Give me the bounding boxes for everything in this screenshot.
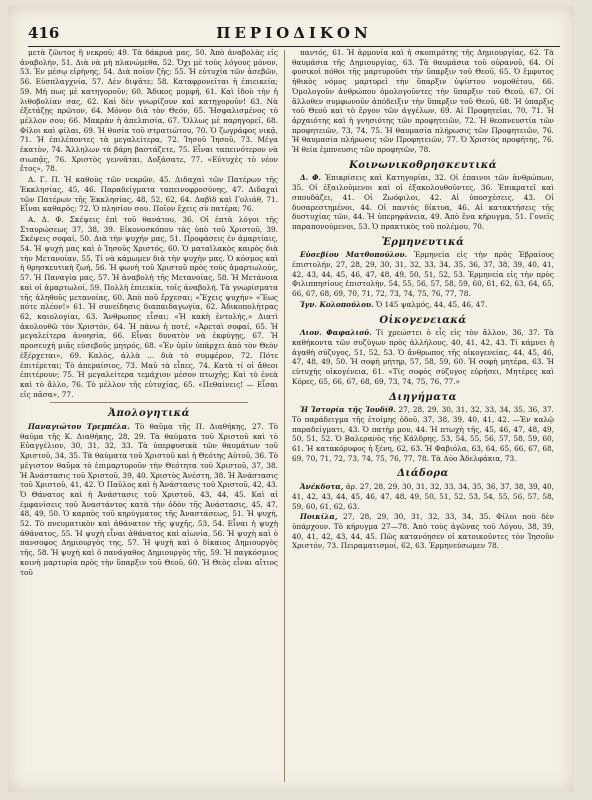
- entry-text: ἀρ. 27, 28, 29, 30, 31, 32, 33, 34, 35, 36, 37, 38, 39, 40, 41, 42, 43, 44, 45, 46, 47, 48, 49, 50, 51, 52, 53, 54, 55, 56, 57, 58, 59, 60, 61, 62, 63.: [292, 482, 554, 511]
- author-name: Δ. Φ.: [300, 173, 322, 183]
- section-heading-family: Οἰκογενειακά: [379, 314, 467, 326]
- section-heading-miscellany: Διάδορα: [397, 468, 449, 480]
- section-heading-hermeneutics: Ἑρμηνευτικά: [381, 236, 465, 248]
- section-rule: [50, 402, 248, 403]
- left-column: [20, 48, 278, 786]
- right-column: [292, 48, 554, 786]
- entry-text: Ὁ 145 ψαλμός, 44, 45, 46, 47.: [375, 299, 488, 309]
- entry-text: Τὸ θαῦμα τῆς Π. Διαθήκης, 27. Τὸ θαῦμα τῆς Κ. Διαθήκης, 28, 29. Τὰ θαύματα τοῦ Χριστοῦ καὶ τὸ Εὐαγγέλιον, 30, 31, 32, 33. Τὰ ὑπερφυσικὰ τῶν θαυμάτων τοῦ Χριστοῦ, 34, 35. Τὰ θαύματα τοῦ Χριστοῦ καὶ ἡ Θεότης Αὐτοῦ, 36. Τὸ μέγιστον θαῦμα τὸ ἐπιμαρτυροῦν τὴν Θεότητα τοῦ Χριστοῦ, 37, 38. Ἡ Ἀνάστασις τοῦ Χριστοῦ, 39, 40. Χριστὸς Ἀνέστη, 38. Ἡ Ἀνάστασις τοῦ Χριστοῦ, 41, 42. Ὁ Παῦλος καὶ ἡ Ἀνάστασις τοῦ Χριστοῦ, 42, 43. Ὁ Θάνατος καὶ ἡ Ἀνάστασις τοῦ Χριστοῦ, 43, 44, 45. Καὶ αἱ ἐμφανίσεις τοῦ Ἀναστάντος κατὰ τὴν ὁδὸν τῆς Ἀνάστασις, 45, 47, 48, 49, 50. Ὁ καρπὸς τοῦ κηρύγματος τῆς Ἀναστάσεως, 51. Ἡ ψυχὴ, 52. Τὸ πνευματικὸν καὶ ἀθάνατον τῆς ψυχῆς, 53, 54. Εἶναι ἡ ψυχὴ ἀθάνατος, 55. Ἡ ψυχὴ εἶναι ἀθάνατος καὶ αἰωνία, 56. Ἡ ψυχὴ καὶ ὁ πανσοφος Δημιουργὸς της, 57. Ἡ ψυχὴ καὶ ὁ δίκαιος Δημιουργὸς τῆς, 58. Ἡ ψυχὴ καὶ ὁ πανάγαθος Δημιουργὸς τῆς, 59. Ἡ παγκόσμιος κοινὴ μαρτυρία πρὸς τὴν ὕπαρξιν τοῦ Θεοῦ, 60. Ἡ Θεὸς εἶναι αἴτιος τοῦ: [20, 422, 278, 577]
- index-paragraph: Δ. Γ. Π. Ἡ καθοὺς τῶν νεκρῶν, 45. Διδαχαὶ τῶν Πατέρων τῆς Ἐκκλησίας, 45, 46. Παραδείγματα ταπεινοφροσύνης, 47. Διδαχαὶ τῶν Πατέρων τῆς Ἐκκλησίας, 48, 52, 62, 64. Δαβὶδ καὶ Γολιάθ, 71. Εἶναι καθαρὸς; 72. Ὁ πλησίον σου. Ποῖον ἔχεις σὺ πατέρα; 76.: [20, 175, 278, 214]
- column-divider: [284, 50, 285, 782]
- author-name: Ἀνέκδοτα,: [300, 482, 344, 492]
- page-header: [28, 20, 560, 47]
- running-title: ΠΕΡΙΟΔΙΚΟΝ: [216, 24, 372, 42]
- author-name: Εὐσεβίου Ματθοπούλου.: [300, 250, 408, 260]
- index-paragraph: παντός, 61. Ἡ ἁρμονία καὶ ἡ σκοπιμότης τῆς Δημιουργίας, 62. Τὰ θαυμάσια τῆς Δημιουργίας, 63. Τὰ θαυμάσια τοῦ οὐρανοῦ, 64. Οἱ φυσικοὶ πόθοι τῆς μαρτυροῦσι τὴν ὕπαρξιν τοῦ Θεοῦ, 65. Ὁ ἔμφυτος ἠθικὸς νόμος μαρτυρεῖ τὴν ὕπαρξιν ὑψίστου νομοθέτου, 66. Ὁμολογοῦν ἀνθρώπου ὁμολογοῦντες τὴν ὕπαρξιν τοῦ Θεοῦ, 67. Οἱ ἄλλοθεν συμφωνοῦν ἀπόδειξιν τὴν ὕπαρξιν τοῦ Θεοῦ, 68. Ἡ ὑπαρξις τοῦ Θεοῦ καὶ τὸ ἔργον τῶν ἀγγέλων, 69. Αἱ Προφητεῖαι, 70, 71. Ἡ ἀρχαιότης καὶ ἡ γνησιότης τῶν προφητειῶν, 72. Ἡ θεοπνευστία τῶν προφητειῶν, 73, 74, 75. Ἡ θαυμασία πλήρωσις τῶν Προφητειῶν, 76. Ἡ θαυμασία πλήρωσις τῶν Προφητειῶν, 77. Ὁ Χριστὸς προφήτης, 76. Ἡ θεία ἐμπνευσις τῶν προφητῶν, 78.: [292, 48, 554, 155]
- index-paragraph: [292, 405, 554, 463]
- index-paragraph: [292, 300, 554, 310]
- author-name: Ποικίλα,: [300, 512, 338, 522]
- author-name: Ἡ Ἱστορία τῆς Ἰουδίθ.: [300, 405, 396, 415]
- section-heading-social: Κοινωνικοθρησκευτικά: [349, 159, 497, 171]
- index-paragraph: [292, 173, 554, 231]
- index-paragraph: Α. Δ. Φ. Σκέψεις ἐπὶ τοῦ θανάτου, 36. Οἱ ἑπτὰ λόγοι τῆς Σταυρώσεως 37, 38, 39. Εἰκονοσκόπου τὰς ὑπὸ τοῦ Χριστοῦ, 39. Σκέψεις σοφαί, 50. Διὰ τὴν ψυχήν μας, 51. Προφάσεις ἐν ἁμαρτίαις, 54. Ἡ ψυχὴ μας καὶ ὁ Ἰησοῦς Χριστός, 60. Ὁ ματαϊλακὸς καιρὸς διὰ τὴν Μετανοίαν, 55, Τί νὰ κάμωμεν διὰ τὴν ψυχὴν μας. Ὁ κόσμος καὶ ἡ θρησκευτικὴ ζωή, 56. Ἡ φωνὴ τοῦ Χριστοῦ πρὸς τοὺς ἁμαρτωλούς, 57. Ἡ Παναγία μας, 57. Ἡ ἀναβολὴ τῆς Μετανοίας, 58. Ἡ Μετάνοια καὶ οἱ ἁμαρτωλοί, 59. Πολλὴ ἐπιεικία, τοῖς ἀναβολή. Τὰ γνωρίσματα τῆς ἀληθοῦς μετανοίας, 60. Ἀπὸ ποῦ ἔρχεσαι; «Ἔχεις ψυχήν» «Ἕως πότε πλέον!» 61. Ἡ συνείδησις διαπαιδαγωγία, 62. Ἀδικοπολήτρας 62, καιολογίαι, 63. Ἄνθρωπος εἶσαι; «Ἡ κακὴ ἐντολής,» Διατὶ ἀκολουθῶ τὸν Χριστόν, 64. Ἡ πάνω ἡ ποτέ, «Ἀρεταὶ σοφαί, 65. Ἡ μεγαλείτερα ἀνοησία, 66. Εἶναι δυνατὸν νὰ ἐκφύγῃς, 67. Ἡ προσευχὴ μιᾶς εὐσεβοῦς μητρός, 68. «Ἐν ὑμῖν ὑπάρχει ἀπὸ τὸν Θεὸν ἐξέρχεται», 69. Καλὸς, ἀλλὰ ... διὰ τὸ συμφέρον, 72. Πότε ἐπιτέρεται; Τὸ ἀπεραίσιος, 73. Μαῦ τὰ εἶπες, 74. Κατὰ τί οἱ ἄθεοι ἐπιτέρουν; 75. Ἡ μεγαλείτερα τεμάχιον μέσον πτωχῆς; Καὶ τὸ ἐνεὰ καὶ τὸ ἄλλο, 76. Τὸ μέλλον τῆς εὐτυχίας, 65. «Πεθαίνεις! — Εἶσαι εἰς πᾶσα», 77.: [20, 214, 278, 399]
- index-paragraph: [292, 512, 554, 551]
- index-paragraph: μετὰ ζῶντος ἢ νεκροῦ; 49. Τὰ δάκρυά μας, 50. Ἀπὸ ἀναβολὰς εἰς ἀναβολήν, 51. Διὰ νὰ μὴ πλανώμεθα, 52. Ὄχι μὲ τοὺς λόγους μόνον, 53. Ἐν μέσῳ εἰρήνης, 54. Διὰ ποῖον ζῆς; 55. Ἡ εὐτυχία τῶν ἀσεβῶν, 56. Εὐσπλαγχνία, 57. Δὲν διψᾶτε; 58. Καταφρονεῖται ἡ ἐπιεικεία; 59. Μή πως μὲ κατηγοροῦν; 60. Ἄδικος μομφή, 61. Καὶ ἰδοὺ τὴν ἡ λιθοβολίαν σας, 62. Καὶ δὲν γνωρίζουν καὶ κατηγοροῦν! 63. Νὰ ἐξετάζῃς πρῶτον, 64. Μόνον διὰ τὸν Θεόν, 65. Ἠσφαλισμένος τὸ μέλλον σου; 66. Μακρὰν ἡ ἀπελπισία, 67. Ὅλλως μὲ παρηγορεῖ, 68. Φίλοι καὶ φίλαι, 69. Ἡ θυσία τοῦ στρατιώτου, 70. Ὁ ζωγράφος νικᾷ, 71. Ἡ ἐπιλέποντες τὰ μεγαλείτερα, 72. Ἰησοῦ Ἰησοῦ, 73. Μέγα ἑκατὸν, 74. Ἄλληλων τὰ βάρη βαστάζετε, 75. Εἶναι ταπεινότερον νὰ σιωπᾷς, 76. Χριστὸς γεννᾶται, Δοξάσατε, 77. «Εὐτυχὲς τὸ νέον ἔτος», 78.: [20, 48, 278, 174]
- author-name: Λιον. Φαφαλιοῦ.: [300, 328, 372, 338]
- index-paragraph: [292, 328, 554, 386]
- entry-text: 27, 28, 29, 30, 31, 32, 33, 34, 35, 36, 37. Τὸ παράδειγμα τῆς ἑτοίμης ὁδοῦ, 37, 38, 39, 40, 41, 42. —Ἐν καλῷ παραδείγματι, 43. Ὁ πατὴρ μου, 44. Ἡ πτωχὴ τῆς, 45, 46, 47, 48, 49, 50, 51, 52. Ὁ Βαλερανὸς τῆς Κάλδρης, 53, 54, 55, 56, 57, 58, 59, 60, 61. Ἡ κατακόρυφος ἡ ξένη, 62, 63. Ἡ Φαβιόλα, 63, 64, 65, 66, 67, 68, 69, 70, 71, 72, 73, 74, 75, 76, 77, 78. Τὰ Δύο Ἀδελφάκια, 73.: [292, 405, 554, 463]
- entry-text: Τί χρεώστει ὁ εἷς εἰς τὸν ἄλλον, 36, 37. Τὰ καθήκοντα τῶν συζύγων πρὸς ἀλλήλους, 40, 41, 42, 43. Τί κάμνει ἡ ἀγαθὴ σύζυγος, 51, 52, 53. Ὁ ἄνθρωπος τῆς οἰκογενείας, 44, 45, 46, 47, 48, 49, 50. Ἡ σοφὴ μήτηρ, 57, 58, 59, 60. Ἡ σοφὴ μητέρα, 63. Ἡ εὐτυχὴς οἰκογένεια, 61. «Τίς σοφὸς σύζυγος εὑρήσει, Μητέρες καὶ Κόρες, 65, 66, 67, 68, 69, 73, 74, 75, 76, 77.»: [292, 328, 554, 386]
- entry-text: Ἐπικρίσεις καὶ Κατηγορίαι, 32. Οἱ ἐπαινοι τῶν ἀνθρώπων, 35. Οἱ ἐξαιλοῦμενοι καὶ οἱ ἐξακολουθοῦντες, 36. Ἐπικρατεῖ καὶ σπουδάζει, 41. Οἱ Ζωόφιλοι, 42. Αἱ ὑποσχέσεις, 43. Οἱ δυσαρεστημένοι, 44. Οἱ παντὸς δίκτυα, 46. Αἱ κατακτήσεις τῆς δυστυχίας τῶν, 44. Ἡ ὑπερηφάνεια, 49. Ἀπὸ ἓνα κήρυγμα, 51. Γονεῖς παραπονούμενοι, 53. Ὁ πρακτικὸς τοῦ πολέμου, 70.: [292, 173, 554, 231]
- entry-text: Ἑρμηνεία εἰς τὴν πρὸς Ἑβραίους ἐπιστολήν, 27, 28, 29, 30, 31, 32, 33, 34, 35, 36, 37, 38, 39, 40, 41, 42, 43, 44, 45, 46, 47, 48, 49, 50, 51, 52, 53. Ἑρμηνεία εἰς τὴν πρὸς Φιλιππησίους ἐπιστολήν, 54, 55, 56, 57, 58, 59, 60, 61, 62, 63, 64, 65, 66, 67, 68, 69, 70, 71, 72, 73, 74, 75, 76, 77, 78.: [292, 250, 554, 299]
- index-paragraph: [292, 250, 554, 299]
- index-paragraph: [20, 422, 278, 577]
- entry-text: 27, 28, 29, 30, 31, 32, 33, 34, 35. Φίλοι ποὺ δὲν ὑπάρχουν. Τὸ κήρυγμα 27—78. Ἀπὸ τοὺς ἀγῶνας τοῦ Λόγου, 38, 39, 40, 41, 42, 43, 44, 45. Πῶς κατανόησεν οἱ κατοικοῦντες τὸν Ἰησοῦν Χριστόν, 73. Πειραματισμοί, 62, 63. Ἐρμηνεύσωμεν 78.: [292, 512, 554, 551]
- section-heading-apologetics: Ἀπολογητικά: [108, 408, 190, 420]
- author-name: Παναγιώτου Τρεμπέλα.: [28, 422, 130, 432]
- index-paragraph: [292, 482, 554, 511]
- author-name: Ἰγν. Κολοπούλου.: [300, 299, 374, 309]
- section-heading-stories: Διηγήματα: [389, 391, 457, 403]
- page-number: 416: [28, 24, 60, 42]
